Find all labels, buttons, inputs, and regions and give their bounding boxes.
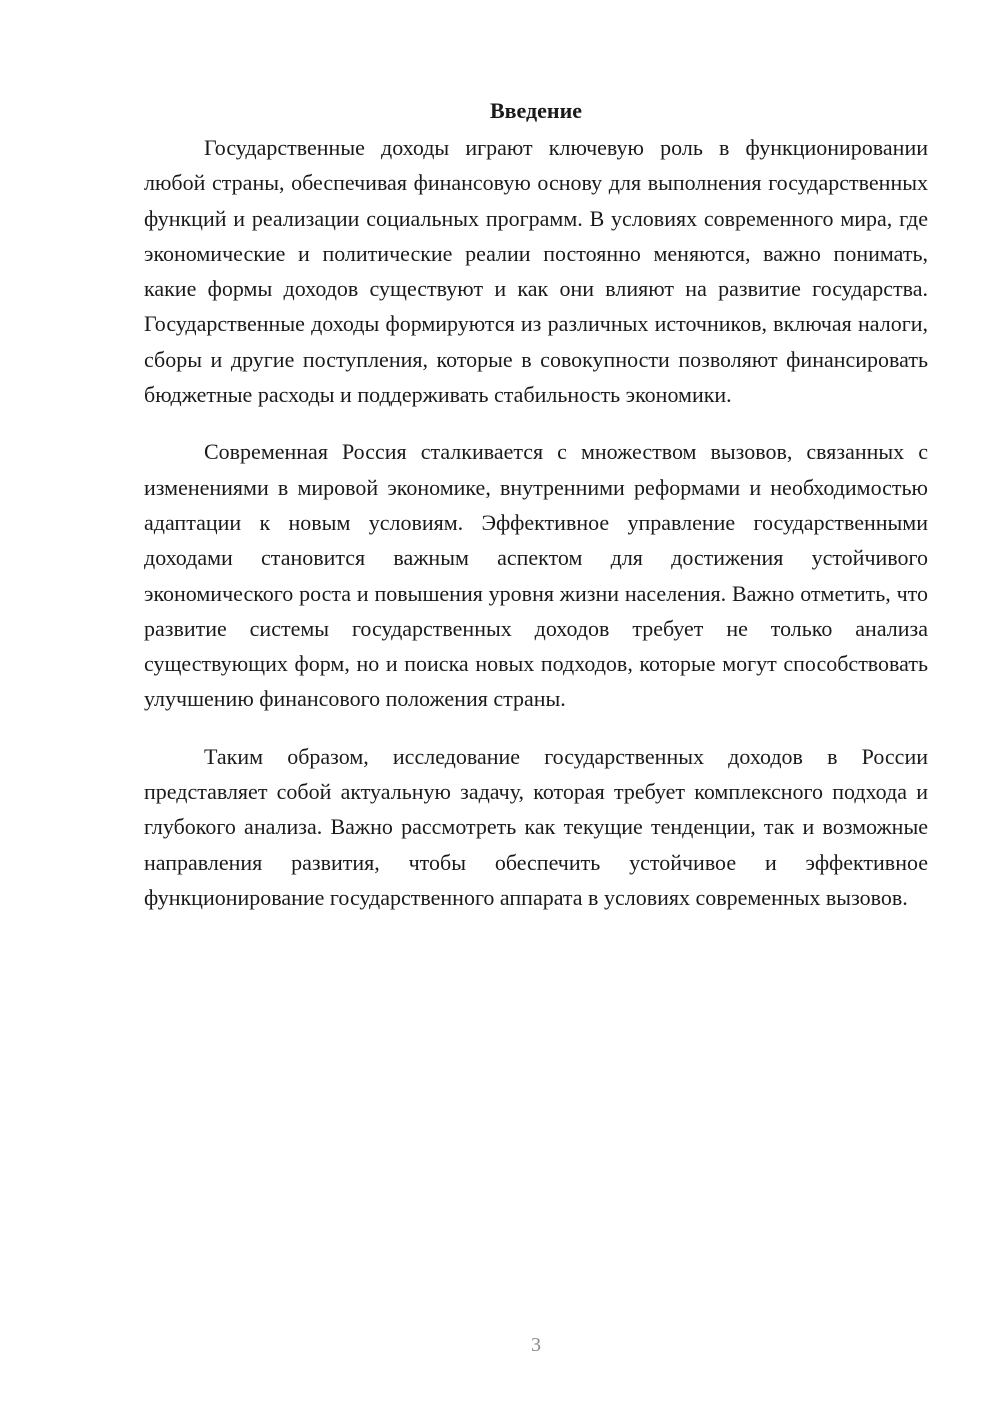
paragraph-3: Таким образом, исследование государственных доходов в России представляет собой актуальную задачу, которая требует комплексного подхода и глубокого анализа. Важно рассмотреть как текущие тенденции, так и возможные направления развития, чтобы обеспечить устойчивое и эффективное функционирование государственного аппарата в условиях современных вызовов.: [144, 743, 928, 910]
paragraph-1: Государственные доходы играют ключевую роль в функционировании любой страны, обеспечивая финансовую основу для выполнения государственных функций и реализации социальных программ. В условиях современного мира, где экономические и политические реалии постоянно меняются, важно понимать, какие формы доходов существуют и как они влияют на развитие государства. Государственные доходы формируются из различных источников, включая налоги, сборы и другие поступления, которые в совокупности позволяют финансировать бюджетные расходы и поддерживать стабильность экономики.: [144, 135, 928, 408]
page-number: 3: [531, 1334, 541, 1356]
section-heading: Введение: [489, 98, 583, 123]
paragraph-2: Современная Россия сталкивается с множеством вызовов, связанных с изменениями в мировой экономике, внутренними реформами и необходимостью адаптации к новым условиям. Эффективное управление государственными доходами становится важным аспектом для достижения устойчивого экономического роста и повышения уровня жизни населения. Важно отметить, что развитие системы государственных доходов требует не только анализа существующих форм, но и поиска новых подходов, которые могут способствовать улучшению финансового положения страны.: [144, 439, 928, 712]
document-body: [144, 96, 928, 937]
